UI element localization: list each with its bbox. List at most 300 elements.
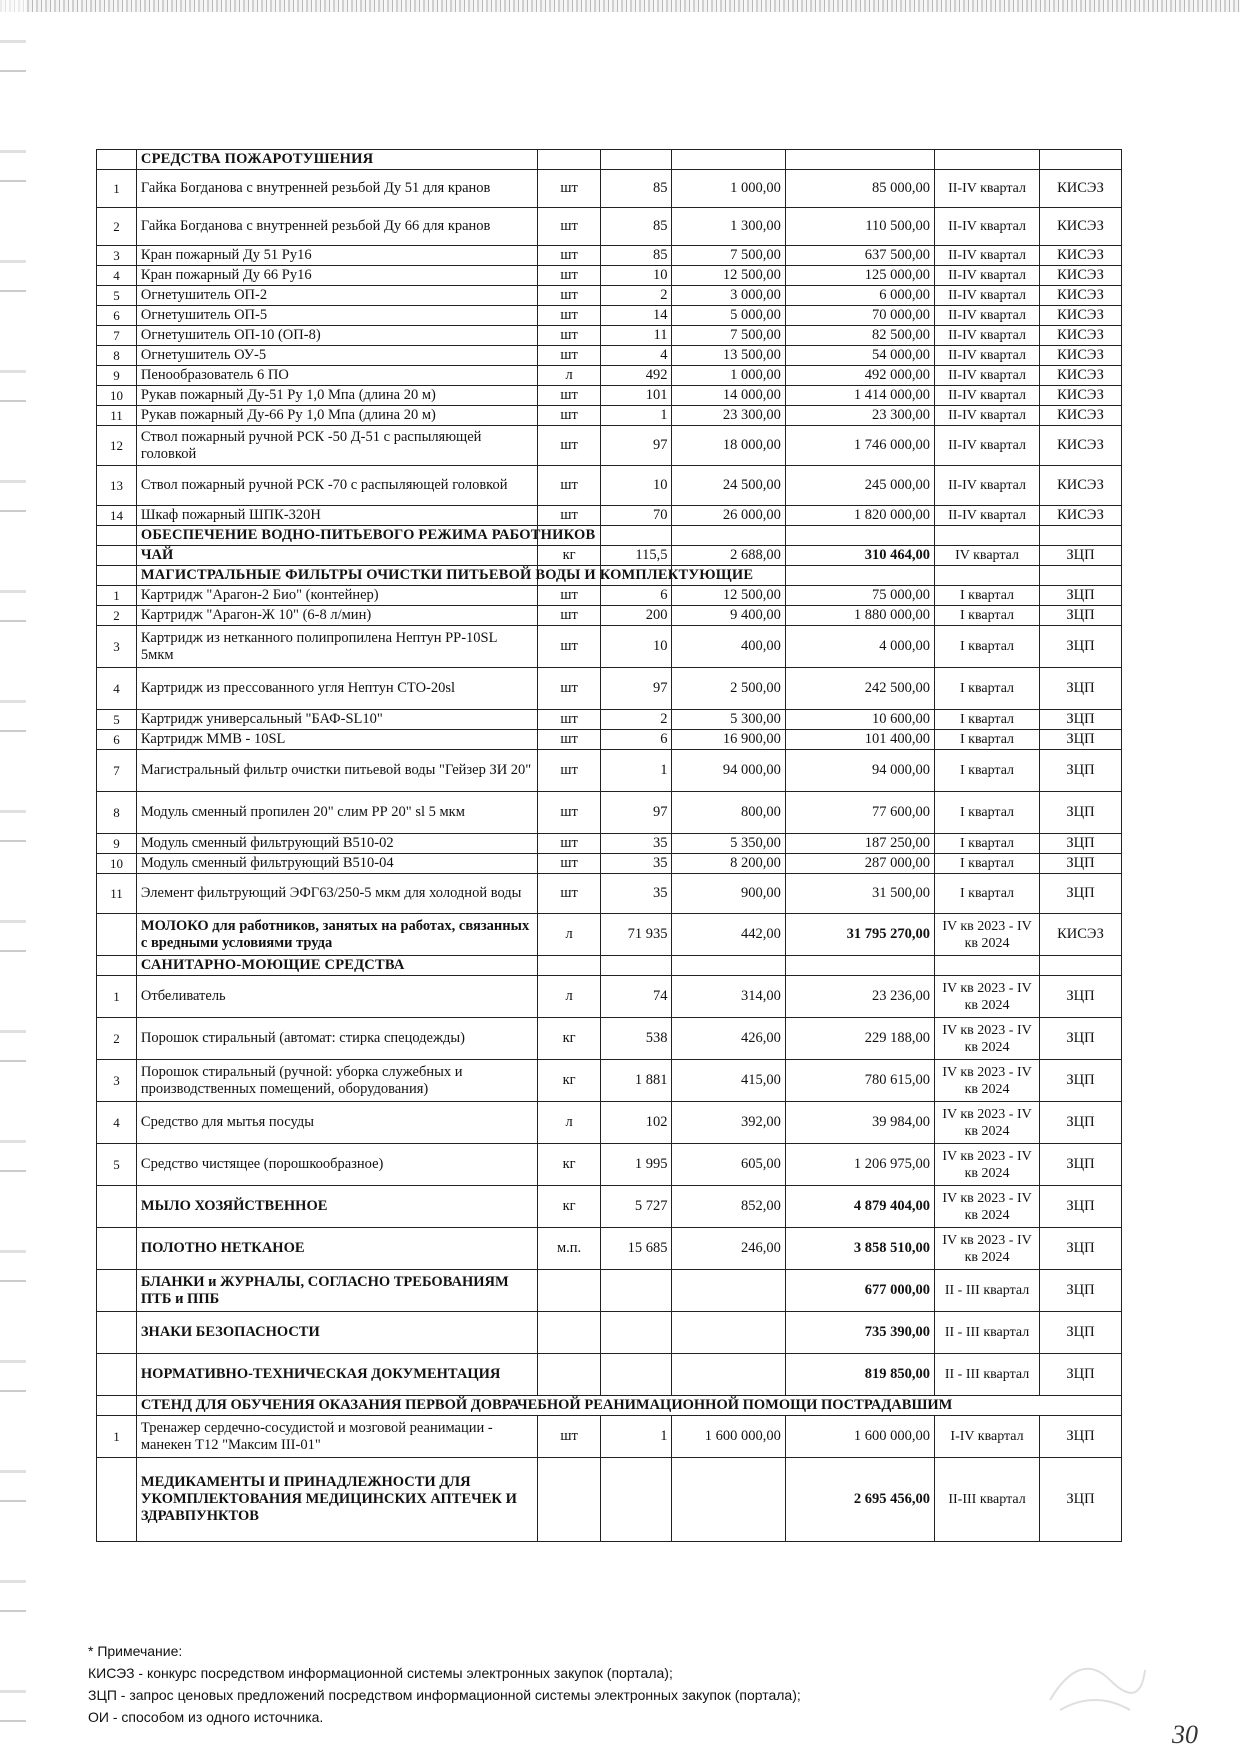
section-title: СТЕНД ДЛЯ ОБУЧЕНИЯ ОКАЗАНИЯ ПЕРВОЙ ДОВРАЧЕБНОЙ РЕАНИМАЦИОННОЙ ПОМОЩИ ПОСТРАДАВШИМ (136, 1396, 1121, 1416)
item-name: Рукав пожарный Ду-66 Ру 1,0 Мпа (длина 20 м) (136, 406, 537, 426)
unit: л (538, 366, 601, 386)
empty-cell (601, 526, 672, 546)
section-number-cell (97, 1396, 137, 1416)
procurement-method: ЗЦП (1040, 854, 1122, 874)
item-name: Кран пожарный Ду 66 Ру16 (136, 266, 537, 286)
period: II - III квартал (935, 1312, 1040, 1354)
quantity: 15 685 (601, 1228, 672, 1270)
quantity: 1 (601, 750, 672, 792)
unit: шт (538, 834, 601, 854)
total-sum: 31 500,00 (785, 874, 934, 914)
period: II-IV квартал (935, 386, 1040, 406)
procurement-method: КИСЭЗ (1040, 346, 1122, 366)
procurement-method: КИСЭЗ (1040, 208, 1122, 246)
row-number: 7 (97, 750, 137, 792)
period: I квартал (935, 586, 1040, 606)
table-row (97, 286, 1122, 306)
item-name: Картридж из прессованного угля Нептун СТО-20sl (136, 668, 537, 710)
item-name: Ствол пожарный ручной РСК -70 с распыляющей головкой (136, 466, 537, 506)
unit: шт (538, 606, 601, 626)
quantity: 10 (601, 626, 672, 668)
item-name: Рукав пожарный Ду-51 Ру 1,0 Мпа (длина 20 м) (136, 386, 537, 406)
item-name: Картридж "Арагон-2 Био" (контейнер) (136, 586, 537, 606)
table-row (97, 586, 1122, 606)
item-name: Гайка Богданова с внутренней резьбой Ду 66 для кранов (136, 208, 537, 246)
total-sum: 245 000,00 (785, 466, 934, 506)
period: I квартал (935, 854, 1040, 874)
unit (538, 1458, 601, 1542)
procurement-method: ЗЦП (1040, 1416, 1122, 1458)
total-sum: 1 880 000,00 (785, 606, 934, 626)
unit-price: 314,00 (672, 976, 785, 1018)
procurement-method: КИСЭЗ (1040, 406, 1122, 426)
unit: л (538, 1102, 601, 1144)
period: IV кв 2023 - IV кв 2024 (935, 1228, 1040, 1270)
period: II-IV квартал (935, 426, 1040, 466)
period: I квартал (935, 792, 1040, 834)
row-number: 2 (97, 606, 137, 626)
unit (538, 1270, 601, 1312)
section-header-row (97, 956, 1122, 976)
unit-price: 2 688,00 (672, 546, 785, 566)
unit-price: 800,00 (672, 792, 785, 834)
procurement-method: ЗЦП (1040, 1144, 1122, 1186)
table-row (97, 1228, 1122, 1270)
empty-cell (935, 526, 1040, 546)
table-row (97, 208, 1122, 246)
quantity: 14 (601, 306, 672, 326)
unit-price: 5 000,00 (672, 306, 785, 326)
empty-cell (672, 526, 785, 546)
unit: л (538, 976, 601, 1018)
table-row (97, 346, 1122, 366)
unit-price: 900,00 (672, 874, 785, 914)
total-sum: 287 000,00 (785, 854, 934, 874)
period: I квартал (935, 626, 1040, 668)
quantity: 538 (601, 1018, 672, 1060)
procurement-method: ЗЦП (1040, 710, 1122, 730)
item-name: Средство для мытья посуды (136, 1102, 537, 1144)
total-sum: 23 236,00 (785, 976, 934, 1018)
total-sum: 1 820 000,00 (785, 506, 934, 526)
quantity: 10 (601, 266, 672, 286)
section-title: ОБЕСПЕЧЕНИЕ ВОДНО-ПИТЬЕВОГО РЕЖИМА РАБОТНИКОВ (136, 526, 537, 546)
footnote-zcp: ЗЦП - запрос ценовых предложений посредством информационной системы электронных закупок (портала); (88, 1687, 801, 1703)
empty-cell (601, 150, 672, 170)
empty-cell (538, 956, 601, 976)
section-header-row (97, 1396, 1122, 1416)
empty-cell (97, 526, 137, 546)
row-number: 1 (97, 976, 137, 1018)
table-row (97, 1354, 1122, 1396)
section-header-row (97, 566, 1122, 586)
row-number (97, 1186, 137, 1228)
unit: шт (538, 854, 601, 874)
quantity (601, 1354, 672, 1396)
unit-price: 23 300,00 (672, 406, 785, 426)
unit-price: 16 900,00 (672, 730, 785, 750)
unit: кг (538, 546, 601, 566)
unit-price: 7 500,00 (672, 326, 785, 346)
total-sum: 101 400,00 (785, 730, 934, 750)
unit: шт (538, 506, 601, 526)
unit-price (672, 1354, 785, 1396)
empty-cell (672, 150, 785, 170)
period: IV кв 2023 - IV кв 2024 (935, 1144, 1040, 1186)
section-title: САНИТАРНО-МОЮЩИЕ СРЕДСТВА (136, 956, 537, 976)
quantity: 1 881 (601, 1060, 672, 1102)
total-sum: 39 984,00 (785, 1102, 934, 1144)
table-row (97, 1144, 1122, 1186)
empty-cell (785, 566, 934, 586)
quantity: 10 (601, 466, 672, 506)
total-sum: 735 390,00 (785, 1312, 934, 1354)
total-sum: 4 879 404,00 (785, 1186, 934, 1228)
item-name: Модуль сменный фильтрующий В510-02 (136, 834, 537, 854)
period: I квартал (935, 834, 1040, 854)
total-sum: 54 000,00 (785, 346, 934, 366)
page-number: 30 (1172, 1720, 1198, 1749)
empty-cell (1040, 956, 1122, 976)
row-number (97, 546, 137, 566)
unit: шт (538, 386, 601, 406)
table-row (97, 170, 1122, 208)
period: I квартал (935, 730, 1040, 750)
table-row (97, 386, 1122, 406)
unit-price: 1 300,00 (672, 208, 785, 246)
table-row (97, 266, 1122, 286)
row-number: 3 (97, 246, 137, 266)
item-name: НОРМАТИВНО-ТЕХНИЧЕСКАЯ ДОКУМЕНТАЦИЯ (136, 1354, 537, 1396)
quantity: 85 (601, 208, 672, 246)
quantity: 85 (601, 170, 672, 208)
total-sum: 77 600,00 (785, 792, 934, 834)
table-row (97, 1018, 1122, 1060)
unit: шт (538, 306, 601, 326)
quantity: 35 (601, 854, 672, 874)
unit-price: 12 500,00 (672, 586, 785, 606)
unit-price: 246,00 (672, 1228, 785, 1270)
period: IV кв 2023 - IV кв 2024 (935, 976, 1040, 1018)
empty-cell (935, 150, 1040, 170)
row-number: 5 (97, 1144, 137, 1186)
period: IV кв 2023 - IV кв 2024 (935, 1102, 1040, 1144)
unit: шт (538, 750, 601, 792)
table-row (97, 1416, 1122, 1458)
unit: шт (538, 710, 601, 730)
unit-price: 8 200,00 (672, 854, 785, 874)
item-name: Порошок стиральный (автомат: стирка спецодежды) (136, 1018, 537, 1060)
procurement-method: ЗЦП (1040, 668, 1122, 710)
empty-cell (785, 956, 934, 976)
total-sum: 94 000,00 (785, 750, 934, 792)
procurement-method: КИСЭЗ (1040, 506, 1122, 526)
row-number: 14 (97, 506, 137, 526)
procurement-method: КИСЭЗ (1040, 386, 1122, 406)
table-row (97, 792, 1122, 834)
unit: шт (538, 730, 601, 750)
period: II-IV квартал (935, 326, 1040, 346)
total-sum: 70 000,00 (785, 306, 934, 326)
row-number: 13 (97, 466, 137, 506)
footnote-kisez: КИСЭЗ - конкурс посредством информационной системы электронных закупок (портала); (88, 1665, 673, 1681)
item-name: Магистральный фильтр очистки питьевой воды "Гейзер ЗИ 20" (136, 750, 537, 792)
total-sum: 310 464,00 (785, 546, 934, 566)
unit: шт (538, 874, 601, 914)
quantity: 1 (601, 406, 672, 426)
item-name: Ствол пожарный ручной РСК -50 Д-51 с распыляющей головкой (136, 426, 537, 466)
unit-price: 1 600 000,00 (672, 1416, 785, 1458)
item-name: ЗНАКИ БЕЗОПАСНОСТИ (136, 1312, 537, 1354)
quantity: 85 (601, 246, 672, 266)
procurement-method: ЗЦП (1040, 626, 1122, 668)
quantity: 5 727 (601, 1186, 672, 1228)
table-row (97, 246, 1122, 266)
unit-price: 400,00 (672, 626, 785, 668)
procurement-method: КИСЭЗ (1040, 306, 1122, 326)
procurement-method: КИСЭЗ (1040, 326, 1122, 346)
table-row (97, 730, 1122, 750)
quantity (601, 1312, 672, 1354)
item-name: Элемент фильтрующий ЭФГ63/250-5 мкм для холодной воды (136, 874, 537, 914)
total-sum: 3 858 510,00 (785, 1228, 934, 1270)
row-number: 11 (97, 406, 137, 426)
table-row (97, 406, 1122, 426)
row-number: 4 (97, 668, 137, 710)
table-row (97, 466, 1122, 506)
row-number (97, 1312, 137, 1354)
unit-price: 2 500,00 (672, 668, 785, 710)
quantity: 74 (601, 976, 672, 1018)
table-row (97, 914, 1122, 956)
table-row (97, 366, 1122, 386)
item-name: Картридж из нетканного полипропилена Нептун PP-10SL 5мкм (136, 626, 537, 668)
procurement-method: КИСЭЗ (1040, 266, 1122, 286)
unit-price: 9 400,00 (672, 606, 785, 626)
total-sum: 1 746 000,00 (785, 426, 934, 466)
quantity: 11 (601, 326, 672, 346)
empty-cell (97, 150, 137, 170)
procurement-method: КИСЭЗ (1040, 426, 1122, 466)
unit: л (538, 914, 601, 956)
row-number: 10 (97, 386, 137, 406)
item-name: Пенообразователь 6 ПО (136, 366, 537, 386)
quantity: 492 (601, 366, 672, 386)
row-number: 5 (97, 286, 137, 306)
total-sum: 229 188,00 (785, 1018, 934, 1060)
table-row (97, 626, 1122, 668)
unit: кг (538, 1060, 601, 1102)
row-number (97, 914, 137, 956)
unit: шт (538, 208, 601, 246)
period: I квартал (935, 874, 1040, 914)
row-number: 9 (97, 366, 137, 386)
item-name: Модуль сменный пропилен 20" слим РР 20" sl 5 мкм (136, 792, 537, 834)
unit-price: 7 500,00 (672, 246, 785, 266)
procurement-method: ЗЦП (1040, 976, 1122, 1018)
table-row (97, 854, 1122, 874)
row-number: 2 (97, 208, 137, 246)
item-name: МЕДИКАМЕНТЫ И ПРИНАДЛЕЖНОСТИ ДЛЯ УКОМПЛЕКТОВАНИЯ МЕДИЦИНСКИХ АПТЕЧЕК И ЗДРАВПУНКТОВ (136, 1458, 537, 1542)
period: IV кв 2023 - IV кв 2024 (935, 914, 1040, 956)
row-number: 1 (97, 1416, 137, 1458)
quantity: 200 (601, 606, 672, 626)
procurement-method: ЗЦП (1040, 1186, 1122, 1228)
row-number (97, 1270, 137, 1312)
total-sum: 23 300,00 (785, 406, 934, 426)
item-name: БЛАНКИ и ЖУРНАЛЫ, СОГЛАСНО ТРЕБОВАНИЯМ ПТБ и ППБ (136, 1270, 537, 1312)
empty-cell (601, 956, 672, 976)
empty-cell (538, 150, 601, 170)
period: I квартал (935, 750, 1040, 792)
empty-cell (935, 566, 1040, 586)
table-row (97, 546, 1122, 566)
table-row (97, 976, 1122, 1018)
unit: кг (538, 1018, 601, 1060)
row-number (97, 1458, 137, 1542)
table-row (97, 426, 1122, 466)
table-row (97, 1458, 1122, 1542)
period: II-IV квартал (935, 406, 1040, 426)
procurement-method: ЗЦП (1040, 546, 1122, 566)
procurement-method: ЗЦП (1040, 606, 1122, 626)
table-row (97, 1102, 1122, 1144)
period: IV квартал (935, 546, 1040, 566)
period: II-IV квартал (935, 366, 1040, 386)
item-name: Огнетушитель ОП-5 (136, 306, 537, 326)
quantity: 115,5 (601, 546, 672, 566)
total-sum: 819 850,00 (785, 1354, 934, 1396)
unit-price: 26 000,00 (672, 506, 785, 526)
empty-cell (1040, 526, 1122, 546)
procurement-method: КИСЭЗ (1040, 246, 1122, 266)
row-number: 10 (97, 854, 137, 874)
unit-price: 5 350,00 (672, 834, 785, 854)
period: I квартал (935, 668, 1040, 710)
table-row (97, 606, 1122, 626)
procurement-method: КИСЭЗ (1040, 914, 1122, 956)
unit (538, 1354, 601, 1396)
empty-cell (785, 150, 934, 170)
item-name: ЧАЙ (136, 546, 537, 566)
unit-price: 426,00 (672, 1018, 785, 1060)
unit-price: 415,00 (672, 1060, 785, 1102)
total-sum: 242 500,00 (785, 668, 934, 710)
scan-edge-top (0, 0, 1240, 12)
procurement-method: КИСЭЗ (1040, 170, 1122, 208)
total-sum: 31 795 270,00 (785, 914, 934, 956)
table-row (97, 1270, 1122, 1312)
row-number: 3 (97, 1060, 137, 1102)
footnotes (88, 1640, 801, 1728)
unit-price: 852,00 (672, 1186, 785, 1228)
item-name: Шкаф пожарный ШПК-320Н (136, 506, 537, 526)
row-number: 4 (97, 266, 137, 286)
procurement-method: ЗЦП (1040, 834, 1122, 854)
total-sum: 6 000,00 (785, 286, 934, 306)
total-sum: 110 500,00 (785, 208, 934, 246)
row-number: 11 (97, 874, 137, 914)
total-sum: 2 695 456,00 (785, 1458, 934, 1542)
period: I квартал (935, 710, 1040, 730)
table-row (97, 506, 1122, 526)
unit: шт (538, 170, 601, 208)
row-number: 6 (97, 306, 137, 326)
row-number (97, 1354, 137, 1396)
unit-price: 94 000,00 (672, 750, 785, 792)
quantity: 97 (601, 792, 672, 834)
unit: шт (538, 668, 601, 710)
total-sum: 85 000,00 (785, 170, 934, 208)
procurement-method: ЗЦП (1040, 730, 1122, 750)
total-sum: 75 000,00 (785, 586, 934, 606)
item-name: ПОЛОТНО НЕТКАНОЕ (136, 1228, 537, 1270)
procurement-method: ЗЦП (1040, 1102, 1122, 1144)
row-number: 8 (97, 792, 137, 834)
unit: шт (538, 406, 601, 426)
row-number (97, 1228, 137, 1270)
procurement-method: ЗЦП (1040, 1060, 1122, 1102)
procurement-method: КИСЭЗ (1040, 466, 1122, 506)
quantity: 1 995 (601, 1144, 672, 1186)
footnote-title: * Примечание: (88, 1643, 183, 1659)
unit-price: 14 000,00 (672, 386, 785, 406)
unit-price: 605,00 (672, 1144, 785, 1186)
procurement-method: ЗЦП (1040, 792, 1122, 834)
item-name: Средство чистящее (порошкообразное) (136, 1144, 537, 1186)
empty-cell (1040, 566, 1122, 586)
unit-price: 24 500,00 (672, 466, 785, 506)
table-row (97, 750, 1122, 792)
quantity: 70 (601, 506, 672, 526)
row-number: 8 (97, 346, 137, 366)
procurement-method: ЗЦП (1040, 1458, 1122, 1542)
procurement-method: КИСЭЗ (1040, 366, 1122, 386)
quantity: 71 935 (601, 914, 672, 956)
quantity: 35 (601, 834, 672, 854)
row-number: 7 (97, 326, 137, 346)
period: II - III квартал (935, 1354, 1040, 1396)
table-row (97, 1186, 1122, 1228)
row-number: 1 (97, 586, 137, 606)
footnote-oi: ОИ - способом из одного источника. (88, 1709, 324, 1725)
section-header-row (97, 526, 1122, 546)
period: IV кв 2023 - IV кв 2024 (935, 1060, 1040, 1102)
unit: шт (538, 346, 601, 366)
total-sum: 10 600,00 (785, 710, 934, 730)
item-name: Кран пожарный Ду 51 Ру16 (136, 246, 537, 266)
quantity: 97 (601, 668, 672, 710)
quantity: 1 (601, 1416, 672, 1458)
total-sum: 187 250,00 (785, 834, 934, 854)
table-row (97, 1060, 1122, 1102)
procurement-method: ЗЦП (1040, 1312, 1122, 1354)
period: II-IV квартал (935, 306, 1040, 326)
total-sum: 492 000,00 (785, 366, 934, 386)
empty-cell (672, 956, 785, 976)
total-sum: 82 500,00 (785, 326, 934, 346)
period: II-IV квартал (935, 266, 1040, 286)
empty-cell (97, 956, 137, 976)
row-number: 2 (97, 1018, 137, 1060)
total-sum: 4 000,00 (785, 626, 934, 668)
empty-cell (935, 956, 1040, 976)
quantity (601, 1458, 672, 1542)
period: II-IV квартал (935, 506, 1040, 526)
item-name: МЫЛО ХОЗЯЙСТВЕННОЕ (136, 1186, 537, 1228)
procurement-method: КИСЭЗ (1040, 286, 1122, 306)
quantity (601, 1270, 672, 1312)
